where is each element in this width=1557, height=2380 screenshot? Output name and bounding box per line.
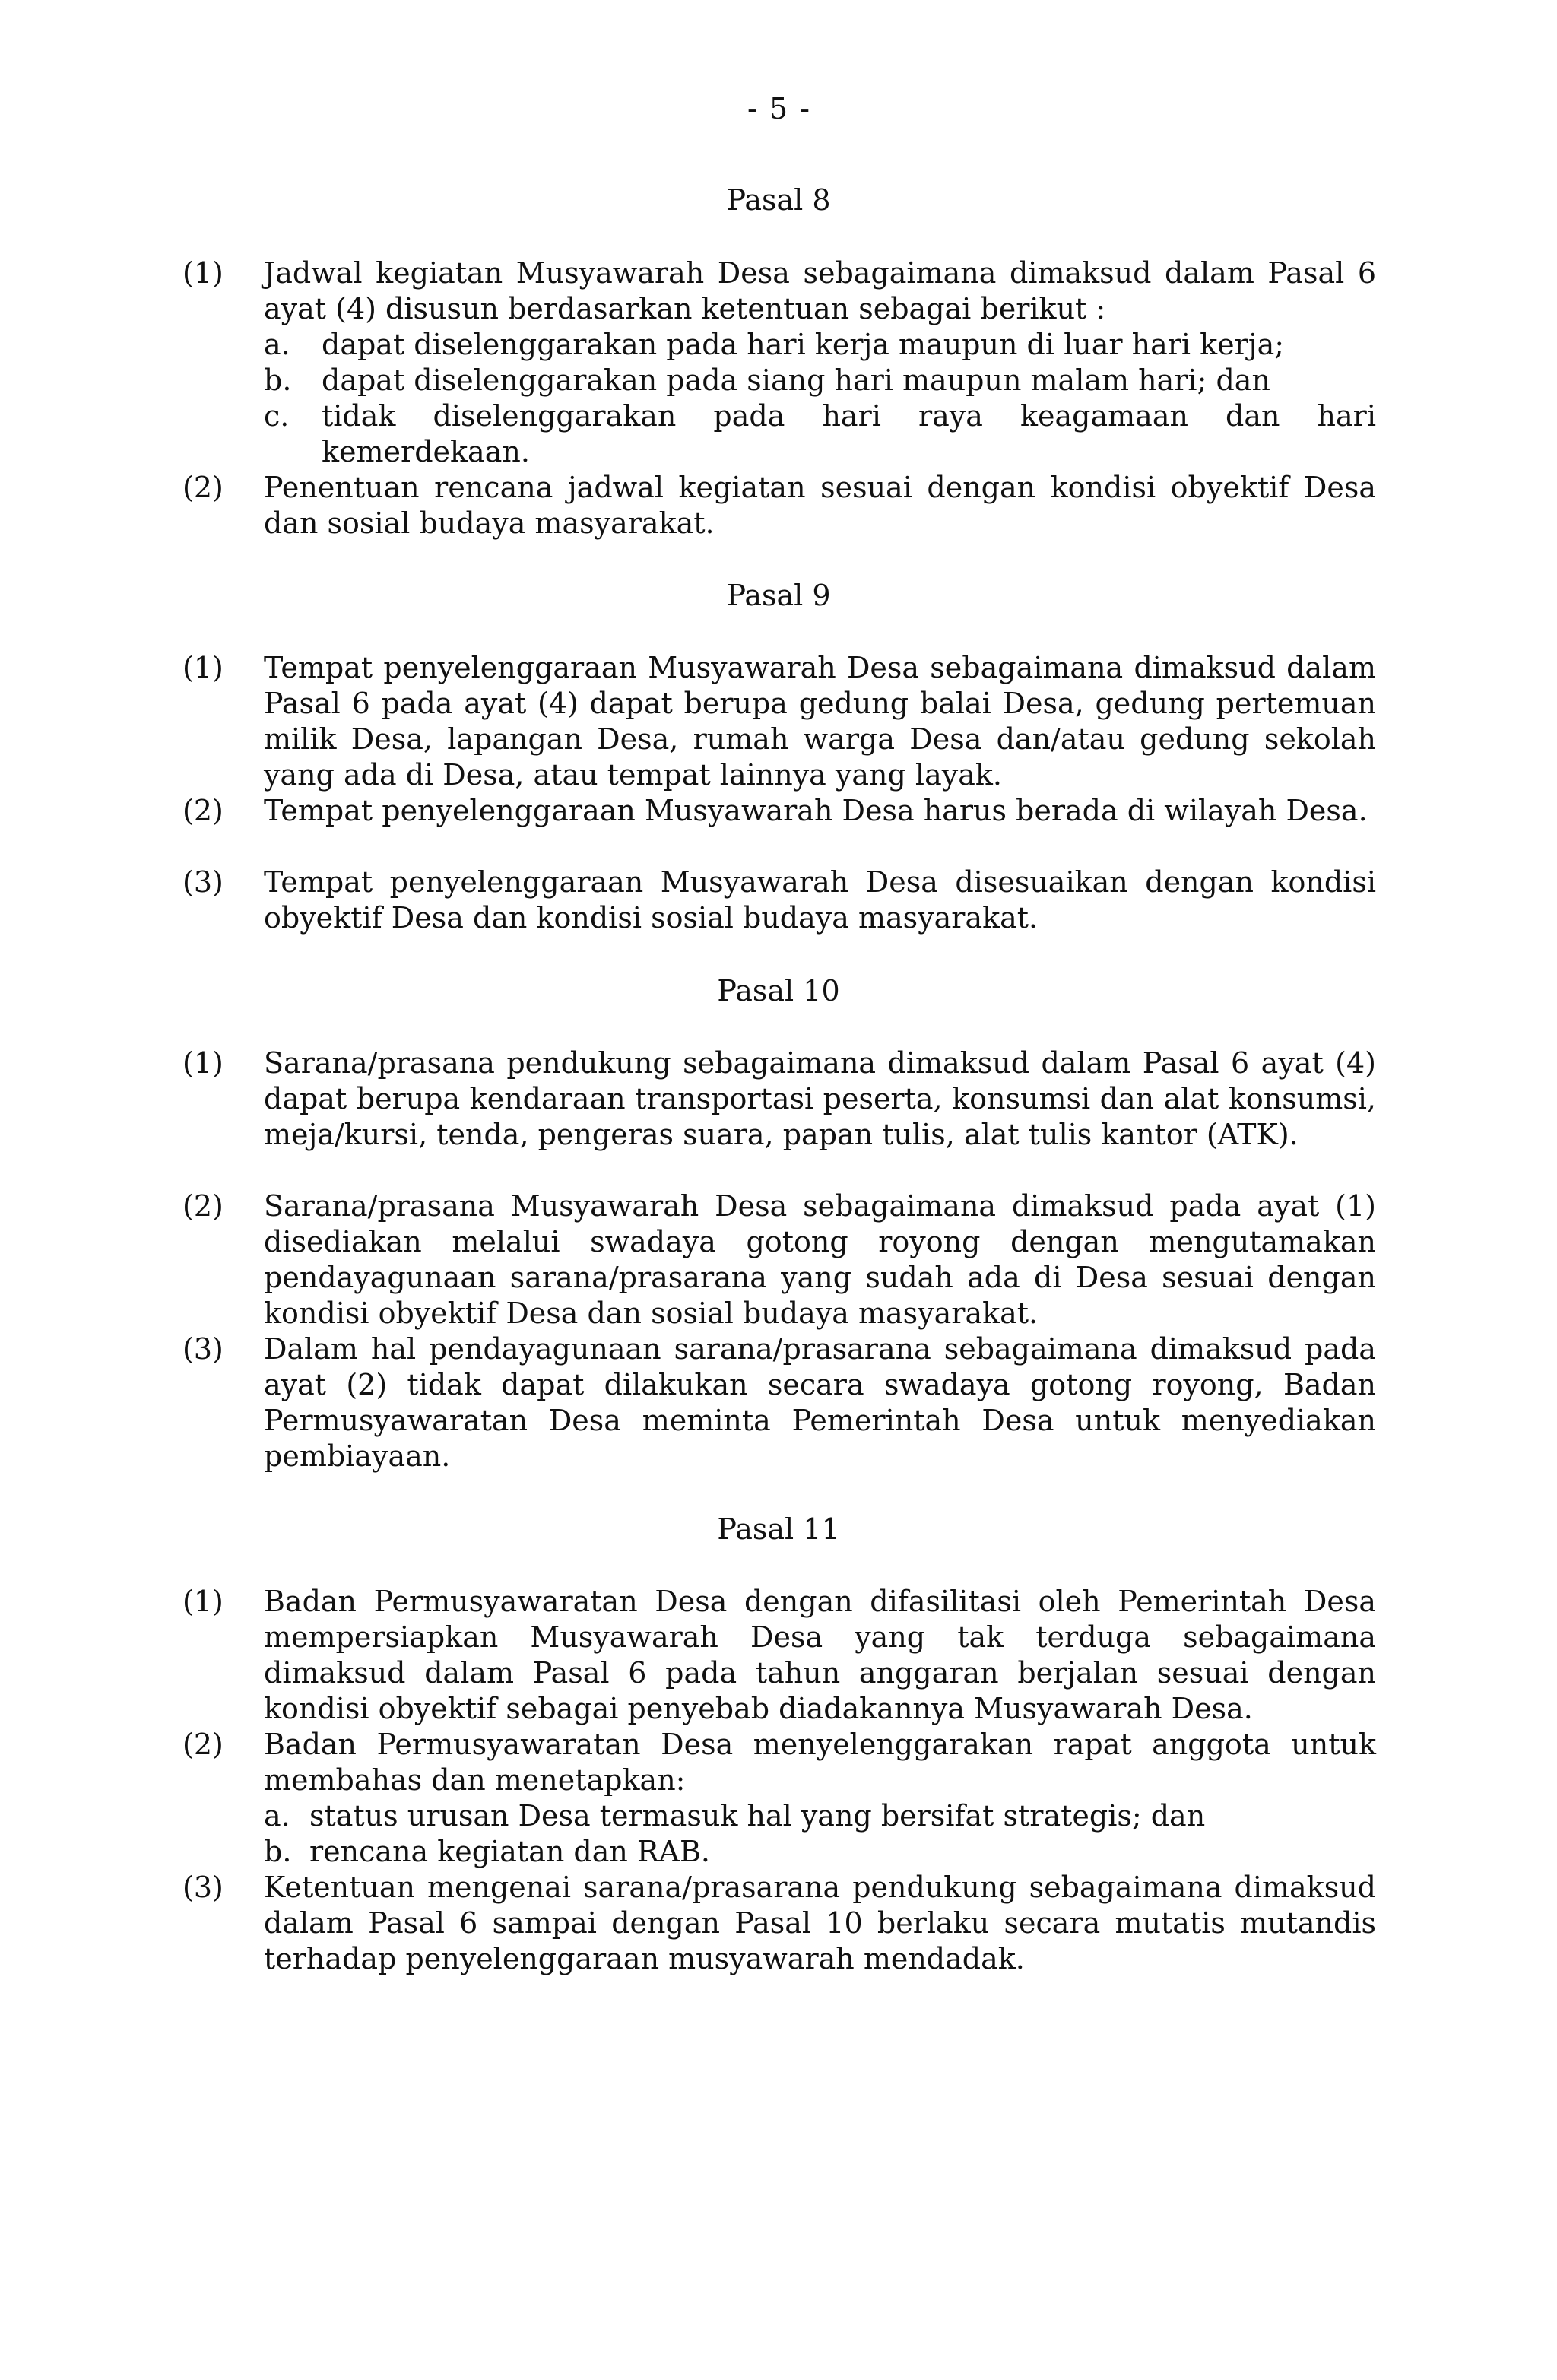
clause-number: (1) bbox=[182, 651, 224, 684]
clause-body: Tempat penyelenggaraan Musyawarah Desa harus berada di wilayah Desa. bbox=[264, 794, 1368, 827]
clause-body: Ketentuan mengenai sarana/prasarana pendukung sebagaimana dimaksud dalam Pasal 6 sampai dengan Pasal 10 berlaku secara mutatis mutandis terhadap penyelenggaraan musyawarah mendadak. bbox=[264, 1871, 1376, 1975]
clause-number: (1) bbox=[182, 1046, 224, 1080]
list-item bbox=[264, 327, 1376, 363]
clause-text bbox=[264, 1188, 1376, 1331]
list-letter: c. bbox=[264, 399, 290, 433]
list-letter: b. bbox=[264, 363, 292, 397]
clause-text bbox=[264, 865, 1376, 936]
list-item-text: dapat diselenggarakan pada hari kerja maupun di luar hari kerja; bbox=[322, 328, 1285, 361]
clause-number: (2) bbox=[182, 794, 224, 827]
clause-body: Jadwal kegiatan Musyawarah Desa sebagaimana dimaksud dalam Pasal 6 ayat (4) disusun berdasarkan ketentuan sebagai berikut : bbox=[264, 256, 1376, 325]
list-item bbox=[264, 1798, 1376, 1834]
list-item-text: rencana kegiatan dan RAB. bbox=[309, 1835, 710, 1868]
clause-number: (3) bbox=[182, 865, 224, 899]
list-item-text: tidak diselenggarakan pada hari raya keagamaan dan hari kemerdekaan. bbox=[322, 399, 1376, 468]
clause-text bbox=[264, 1870, 1376, 1977]
sub-list bbox=[264, 327, 1376, 470]
list-letter: a. bbox=[264, 1799, 290, 1833]
list-item bbox=[264, 398, 1376, 470]
clause-text bbox=[264, 793, 1376, 829]
list-item bbox=[264, 363, 1376, 398]
list-item-text: status urusan Desa termasuk hal yang bersifat strategis; dan bbox=[309, 1799, 1206, 1833]
clause-number: (1) bbox=[182, 256, 224, 290]
clause-body: Dalam hal pendayagunaan sarana/prasarana sebagaimana dimaksud pada ayat (2) tidak dapat dilakukan secara swadaya gotong royong, Badan Permusyawaratan Desa meminta Pemerintah Desa untuk menyediakan pembiayaan. bbox=[264, 1332, 1376, 1473]
list-item-text: dapat diselenggarakan pada siang hari maupun malam hari; dan bbox=[322, 363, 1270, 397]
clause-body: Tempat penyelenggaraan Musyawarah Desa disesuaikan dengan kondisi obyektif Desa dan kondisi sosial budaya masyarakat. bbox=[264, 865, 1376, 935]
clause-number: (1) bbox=[182, 1585, 224, 1618]
list-item bbox=[264, 1834, 1376, 1870]
clause-number: (3) bbox=[182, 1332, 224, 1366]
clause-text bbox=[264, 470, 1376, 541]
clause-text bbox=[264, 1727, 1376, 1870]
clause-body: Tempat penyelenggaraan Musyawarah Desa sebagaimana dimaksud dalam Pasal 6 pada ayat (4) dapat berupa gedung balai Desa, gedung pertemuan milik Desa, lapangan Desa, rumah warga Desa dan/atau gedung sekolah yang ada di Desa, atau tempat lainnya yang layak. bbox=[264, 651, 1376, 792]
pasal-8-heading: Pasal 8 bbox=[726, 183, 831, 217]
clause-text bbox=[264, 650, 1376, 793]
clause-number: (2) bbox=[182, 1189, 224, 1223]
pasal-11-heading: Pasal 11 bbox=[717, 1512, 840, 1546]
clause-body: Badan Permusyawaratan Desa menyelenggarakan rapat anggota untuk membahas dan menetapkan: bbox=[264, 1728, 1376, 1797]
clause-text bbox=[264, 1331, 1376, 1474]
pasal-10-heading: Pasal 10 bbox=[717, 974, 840, 1008]
page-number: - 5 - bbox=[747, 92, 810, 125]
clause-body: Sarana/prasana pendukung sebagaimana dimaksud dalam Pasal 6 ayat (4) dapat berupa kendaraan transportasi peserta, konsumsi dan alat konsumsi, meja/kursi, tenda, pengeras suara, papan tulis, alat tulis kantor (ATK). bbox=[264, 1046, 1376, 1151]
clause-number: (2) bbox=[182, 1728, 224, 1761]
clause-body: Badan Permusyawaratan Desa dengan difasilitasi oleh Pemerintah Desa mempersiapkan Musyawarah Desa yang tak terduga sebagaimana dimaksud dalam Pasal 6 pada tahun anggaran berjalan sesuai dengan kondisi obyektif sebagai penyebab diadakannya Musyawarah Desa. bbox=[264, 1585, 1376, 1725]
clause-number: (2) bbox=[182, 471, 224, 504]
clause-text bbox=[264, 1046, 1376, 1153]
clause-text bbox=[264, 1584, 1376, 1727]
clause-body: Penentuan rencana jadwal kegiatan sesuai dengan kondisi obyektif Desa dan sosial budaya masyarakat. bbox=[264, 471, 1376, 540]
clause-number: (3) bbox=[182, 1871, 224, 1904]
list-letter: a. bbox=[264, 328, 290, 361]
clause-text bbox=[264, 255, 1376, 470]
sub-list bbox=[264, 1798, 1376, 1870]
clause-body: Sarana/prasana Musyawarah Desa sebagaimana dimaksud pada ayat (1) disediakan melalui swadaya gotong royong dengan mengutamakan pendayagunaan sarana/prasarana yang sudah ada di Desa sesuai dengan kondisi obyektif Desa dan sosial budaya masyarakat. bbox=[264, 1189, 1376, 1330]
list-letter: b. bbox=[264, 1835, 292, 1868]
pasal-9-heading: Pasal 9 bbox=[726, 579, 831, 612]
